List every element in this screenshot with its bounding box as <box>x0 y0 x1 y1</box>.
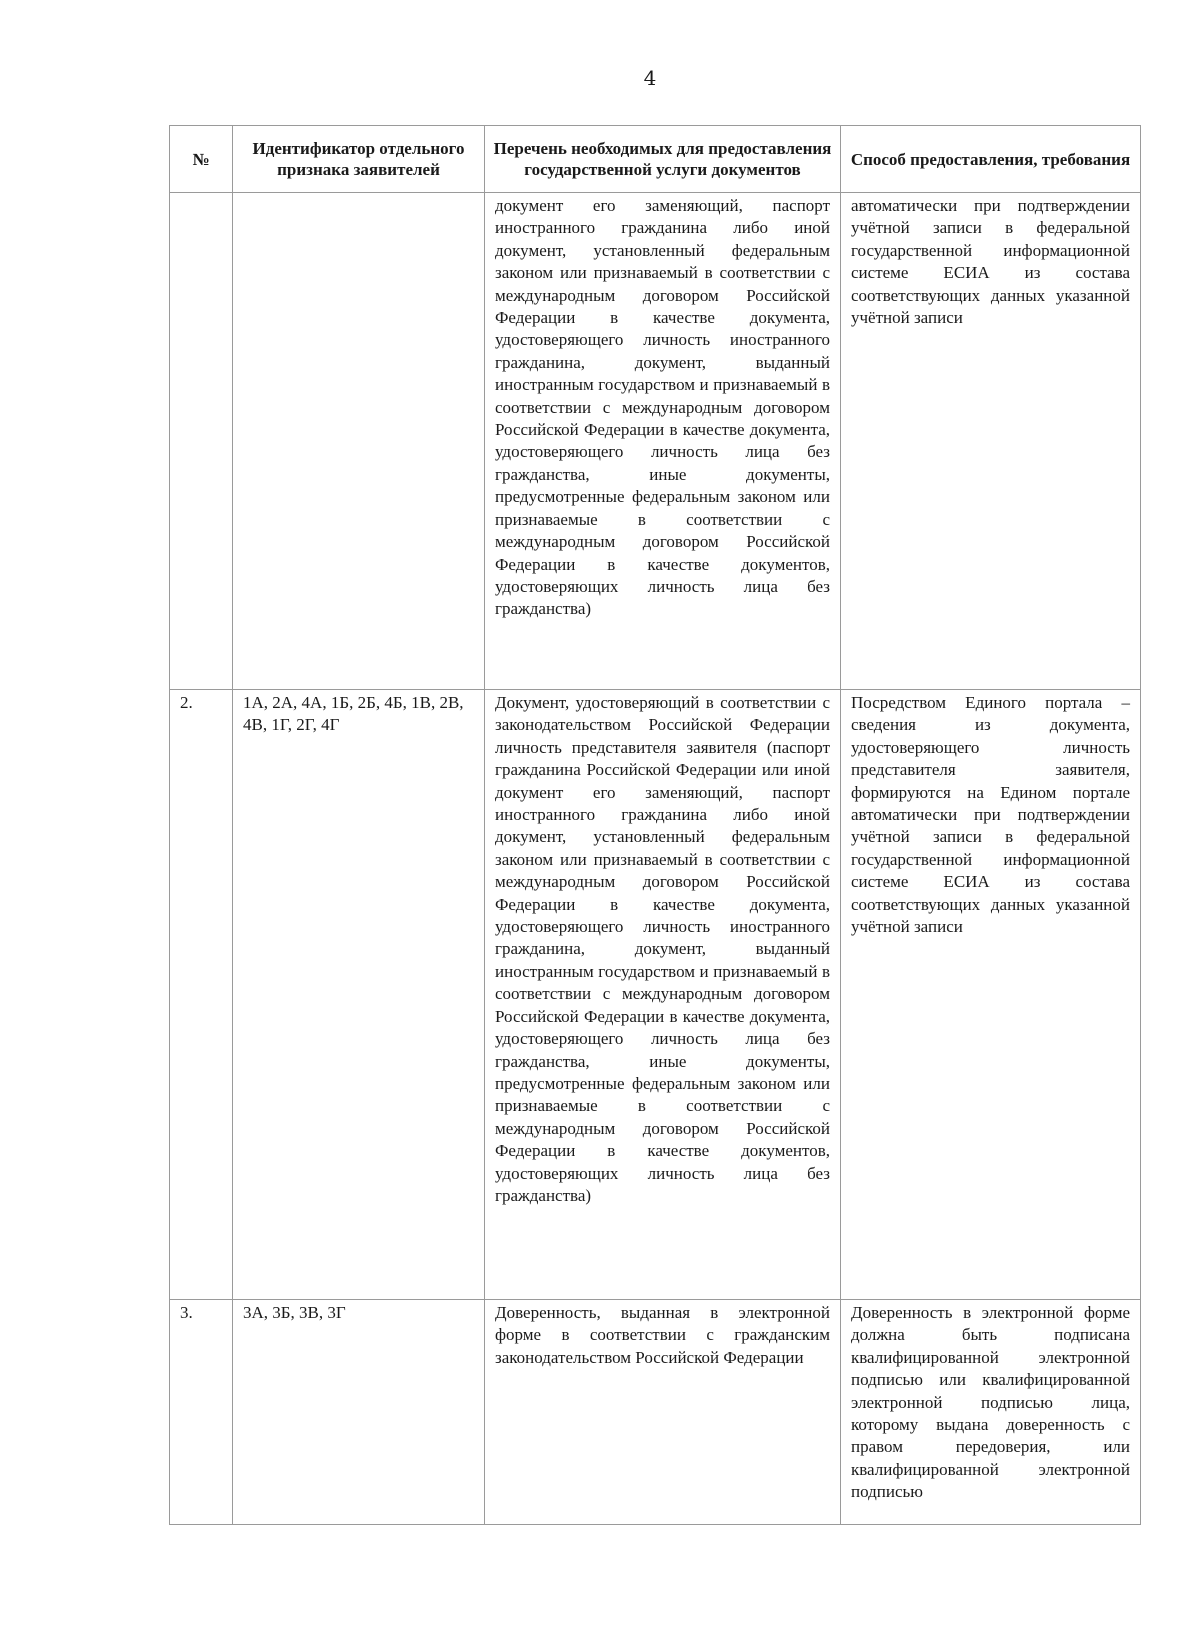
row-number: 3. <box>170 1300 233 1525</box>
table-row <box>170 1300 1141 1525</box>
row-method: Посредством Единого портала – сведения из документа, удостоверяющего личность представителя заявителя, формируются на Едином портале автоматически при подтверждении учётной записи в федеральной государственной информационной системе ЕСИА из состава соответствующих данных указанной учётной записи <box>841 690 1141 1300</box>
table-row <box>170 690 1141 1300</box>
row-number: 2. <box>170 690 233 1300</box>
header-documents: Перечень необходимых для предоставления государственной услуги документов <box>485 126 841 193</box>
row-documents: Документ, удостоверяющий в соответствии с законодательством Российской Федерации личность представителя заявителя (паспорт гражданина Российской Федерации или иной документ его заменяющий, паспорт иностранного гражданина либо иной документ, установленный федеральным законом или признаваемый в соответствии с международным договором Российской Федерации в качестве документа, удостоверяющего личность иностранного гражданина, документ, выданный иностранным государством и признаваемый в соответствии с международным договором Российской Федерации в качестве документа, удостоверяющего личность лица без гражданства, иные документы, предусмотренные федеральным законом или признаваемые в соответствии с международным договором Российской Федерации в качестве документов, удостоверяющих личность лица без гражданства) <box>485 690 841 1300</box>
row-number <box>170 193 233 690</box>
row-documents: Доверенность, выданная в электронной форме в соответствии с гражданским законодательством Российской Федерации <box>485 1300 841 1525</box>
table-row <box>170 193 1141 690</box>
row-identifier <box>233 193 485 690</box>
row-identifier: 3А, 3Б, 3В, 3Г <box>233 1300 485 1525</box>
row-documents: документ его заменяющий, паспорт иностранного гражданина либо иной документ, установленный федеральным законом или признаваемый в соответствии с международным договором Российской Федерации в качестве документа, удостоверяющего личность иностранного гражданина, документ, выданный иностранным государством и признаваемый в соответствии с международным договором Российской Федерации в качестве документа, удостоверяющего личность лица без гражданства, иные документы, предусмотренные федеральным законом или признаваемые в соответствии с международным договором Российской Федерации в качестве документов, удостоверяющих личность лица без гражданства) <box>485 193 841 690</box>
header-identifier: Идентификатор отдельного признака заявителей <box>233 126 485 193</box>
row-identifier: 1А, 2А, 4А, 1Б, 2Б, 4Б, 1В, 2В, 4В, 1Г, 2Г, 4Г <box>233 690 485 1300</box>
header-method: Способ предоставления, требования <box>841 126 1141 193</box>
row-method: автоматически при подтверждении учётной записи в федеральной государственной информационной системе ЕСИА из состава соответствующих данных указанной учётной записи <box>841 193 1141 690</box>
header-number: № <box>170 126 233 193</box>
row-method: Доверенность в электронной форме должна быть подписана квалифицированной электронной подписью или квалифицированной электронной подписью лица, которому выдана доверенность с правом передоверия, или квалифицированной электронной подписью <box>841 1300 1141 1525</box>
services-documents-table <box>169 125 1141 1525</box>
page-number: 4 <box>643 66 657 90</box>
table-header-row <box>170 126 1141 193</box>
